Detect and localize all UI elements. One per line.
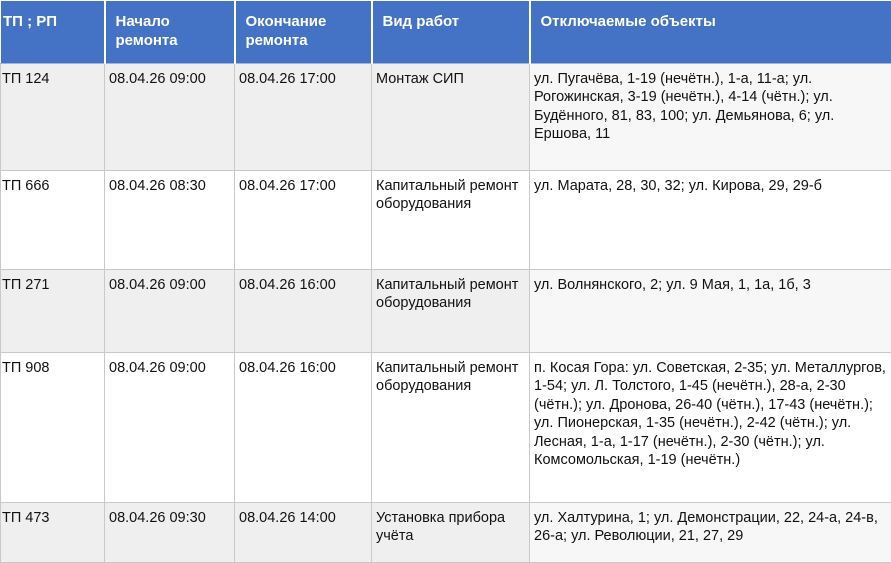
cell-work: Капитальный ремонт оборудования	[372, 171, 530, 270]
cell-end: 08.04.26 16:00	[235, 353, 372, 503]
cell-objects: ул. Волнянского, 2; ул. 9 Мая, 1, 1а, 1б, 3	[530, 270, 891, 353]
cell-tp: ТП 666	[1, 171, 105, 270]
cell-end: 08.04.26 17:00	[235, 64, 372, 171]
table-row	[1, 270, 891, 353]
cell-work: Установка прибора учёта	[372, 503, 530, 563]
cell-work: Монтаж СИП	[372, 64, 530, 171]
cell-end: 08.04.26 16:00	[235, 270, 372, 353]
table-row	[1, 171, 891, 270]
table-row	[1, 64, 891, 171]
cell-start: 08.04.26 08:30	[105, 171, 235, 270]
cell-objects: ул. Пугачёва, 1-19 (нечётн.), 1-а, 11-а; ул. Рогожинская, 3-19 (нечётн.), 4-14 (чётн.); ул. Будённого, 81, 83, 100; ул. Демьянова, 6; ул. Ершова, 11	[530, 64, 891, 171]
cell-tp: ТП 473	[1, 503, 105, 563]
cell-work: Капитальный ремонт оборудования	[372, 270, 530, 353]
cell-end: 08.04.26 17:00	[235, 171, 372, 270]
header-objects: Отключаемые объекты	[530, 1, 891, 64]
cell-work: Капитальный ремонт оборудования	[372, 353, 530, 503]
cell-end: 08.04.26 14:00	[235, 503, 372, 563]
cell-tp: ТП 908	[1, 353, 105, 503]
cell-start: 08.04.26 09:00	[105, 353, 235, 503]
cell-start: 08.04.26 09:30	[105, 503, 235, 563]
table-row	[1, 353, 891, 503]
header-start: Начало ремонта	[105, 1, 235, 64]
cell-tp: ТП 124	[1, 64, 105, 171]
cell-start: 08.04.26 09:00	[105, 270, 235, 353]
header-end: Окончание ремонта	[235, 1, 372, 64]
cell-tp: ТП 271	[1, 270, 105, 353]
table-row	[1, 503, 891, 563]
table-header-row	[1, 1, 891, 64]
cell-start: 08.04.26 09:00	[105, 64, 235, 171]
header-tp: ТП ; РП	[1, 1, 105, 64]
cell-objects: ул. Халтурина, 1; ул. Демонстрации, 22, 24-а, 24-в, 26-а; ул. Революции, 21, 27, 29	[530, 503, 891, 563]
header-work-type: Вид работ	[372, 1, 530, 64]
cell-objects: ул. Марата, 28, 30, 32; ул. Кирова, 29, 29-б	[530, 171, 891, 270]
cell-objects: п. Косая Гора: ул. Советская, 2-35; ул. Металлургов, 1-54; ул. Л. Толстого, 1-45 (нечётн.), 28-а, 2-30 (чётн.); ул. Дронова, 26-40 (чётн.), 17-43 (нечётн.); ул. Пионерская, 1-35 (нечётн.), 2-42 (чётн.); ул. Лесная, 1-а, 1-17 (нечётн.), 2-30 (чётн.); ул. Комсомольская, 1-19 (нечётн.)	[530, 353, 891, 503]
